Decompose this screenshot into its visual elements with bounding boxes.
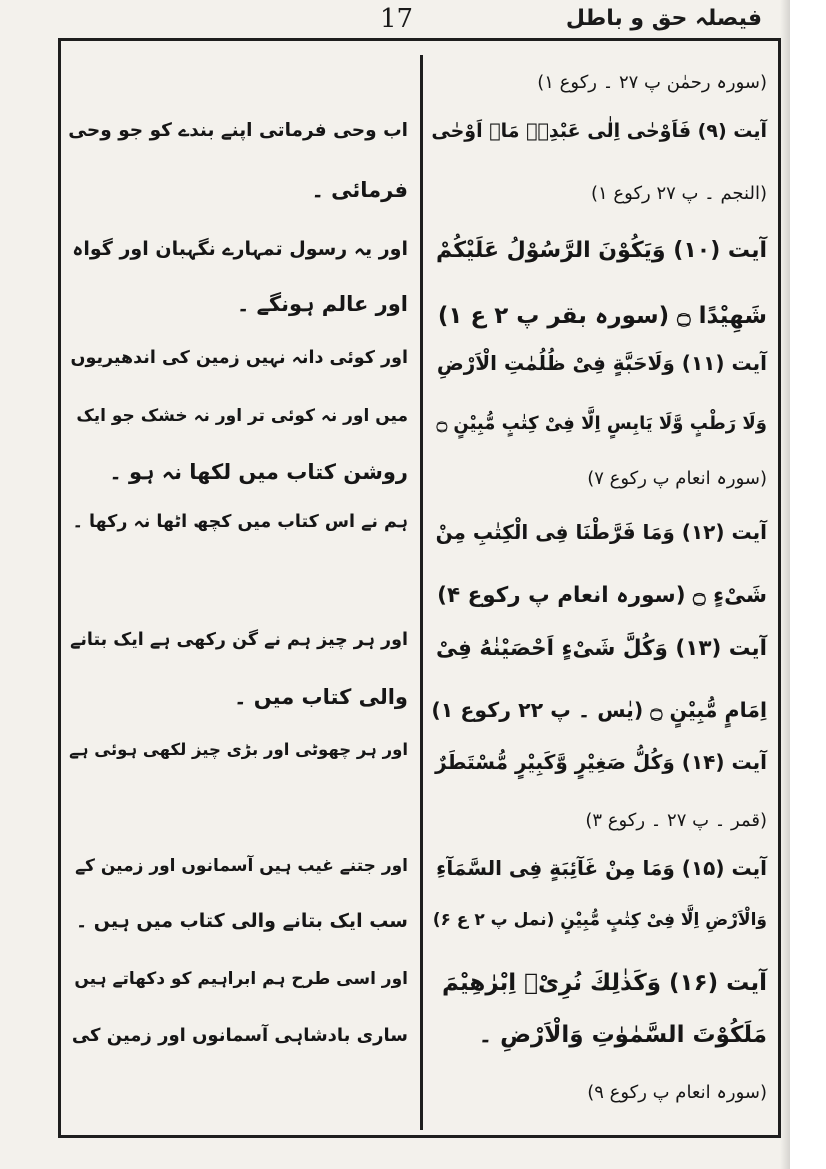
running-title: فیصلہ حق و باطل bbox=[565, 6, 762, 31]
verse-line: شَیْءٍ ۝ (سورہ انعام پ رکوع ۴) bbox=[437, 583, 767, 608]
translation-line: میں اور نہ کوئی تر اور نہ خشک جو ایک bbox=[76, 406, 408, 426]
translation-line: اور اسی طرح ہم ابراہیم کو دکھاتے ہیں bbox=[74, 969, 408, 989]
verse-line: وَلَا رَطْبٍ وَّلَا یَابِسٍ اِلَّا فِیْ كِتٰبٍ مُّبِیْنٍ ۝ bbox=[436, 413, 767, 434]
verse-line: آیت (۹) فَاَوْحٰی اِلٰی عَبْدِہٖ مَاۤ اَوْحٰی bbox=[431, 120, 767, 142]
verse-line: آیت (۱۳) وَكُلَّ شَیْءٍ اَحْصَیْنٰهُ فِیْ bbox=[436, 636, 767, 661]
verse-line: آیت (۱۲) وَمَا فَرَّطْنَا فِی الْكِتٰبِ مِنْ bbox=[435, 520, 767, 544]
translation-line: اور کوئی دانہ نہیں زمین کی اندھیریوں bbox=[70, 348, 408, 368]
verse-line: اِمَامٍ مُّبِیْنٍ ۝ (یٰس ۔ پ ۲۲ رکوع ۱) bbox=[431, 698, 767, 722]
surah-reference: (سورہ انعام پ رکوع ۹) bbox=[587, 1082, 767, 1103]
verse-line: آیت (۱۶) وَكَذٰلِكَ نُرِیْۤ اِبْرٰهِیْمَ bbox=[441, 970, 767, 996]
surah-reference: (قمر ۔ پ ۲۷ ۔ رکوع ۳) bbox=[585, 810, 767, 831]
translation-line: والی کتاب میں ۔ bbox=[234, 685, 408, 709]
verse-line: وَالْاَرْضِ اِلَّا فِیْ كِتٰبٍ مُّبِیْنٍ (نمل پ ۲ ع ۶) bbox=[432, 910, 767, 930]
verse-line: آیت (۱۰) وَیَکُوْنَ الرَّسُوْلُ عَلَیْکُمْ bbox=[435, 238, 767, 263]
translation-line: فرمائی ۔ bbox=[311, 178, 408, 202]
verse-line: مَلَكُوْتَ السَّمٰوٰتِ وَالْاَرْضِ ۔ bbox=[478, 1022, 767, 1048]
translation-line: روشن کتاب میں لکھا نہ ہو ۔ bbox=[109, 460, 408, 484]
translation-line: ساری بادشاہی آسمانوں اور زمین کی bbox=[71, 1025, 408, 1046]
verse-line: آیت (۱۴) وَكُلُّ صَغِیْرٍ وَّكَبِیْرٍ مُّسْتَطَرٌ bbox=[435, 750, 767, 774]
translation-line: اور یہ رسول تمہارے نگہبان اور گواہ bbox=[72, 238, 408, 260]
translation-line: اور ہر چیز ہم نے گن رکھی ہے ایک بتانے bbox=[70, 630, 408, 650]
verse-line: شَهِیْدًا ۝ (سورہ بقر پ ۲ ع ۱) bbox=[437, 303, 767, 329]
surah-reference: (النجم ۔ پ ۲۷ رکوع ۱) bbox=[591, 183, 767, 204]
translation-line: ہم نے اس کتاب میں کچھ اٹھا نہ رکھا ۔ bbox=[72, 512, 408, 532]
translation-line: سب ایک بتانے والی کتاب میں ہیں ۔ bbox=[76, 910, 408, 932]
verse-line: آیت (۱۵) وَمَا مِنْ غَآئِبَةٍ فِی السَّمَآءِ bbox=[436, 856, 767, 880]
page-number: 17 bbox=[380, 4, 414, 34]
translation-line: اب وحی فرماتی اپنے بندے کو جو وحی bbox=[68, 120, 408, 141]
column-divider bbox=[420, 55, 423, 1130]
scan-margin bbox=[790, 0, 826, 1169]
translation-line: اور عالم ہونگے ۔ bbox=[236, 292, 408, 316]
surah-reference: (سورہ انعام پ رکوع ۷) bbox=[587, 468, 767, 489]
verse-line: آیت (۱۱) وَلَاحَبَّةٍ فِیْ ظُلُمٰتِ الْاَرْضِ bbox=[436, 351, 767, 375]
translation-line: اور ہر چھوٹی اور بڑی چیز لکھی ہوئی ہے bbox=[69, 740, 408, 759]
translation-line: اور جتنے غیب ہیں آسمانوں اور زمین کے bbox=[75, 856, 408, 876]
surah-reference: (سورہ رحمٰن پ ۲۷ ۔ رکوع ۱) bbox=[537, 72, 767, 93]
